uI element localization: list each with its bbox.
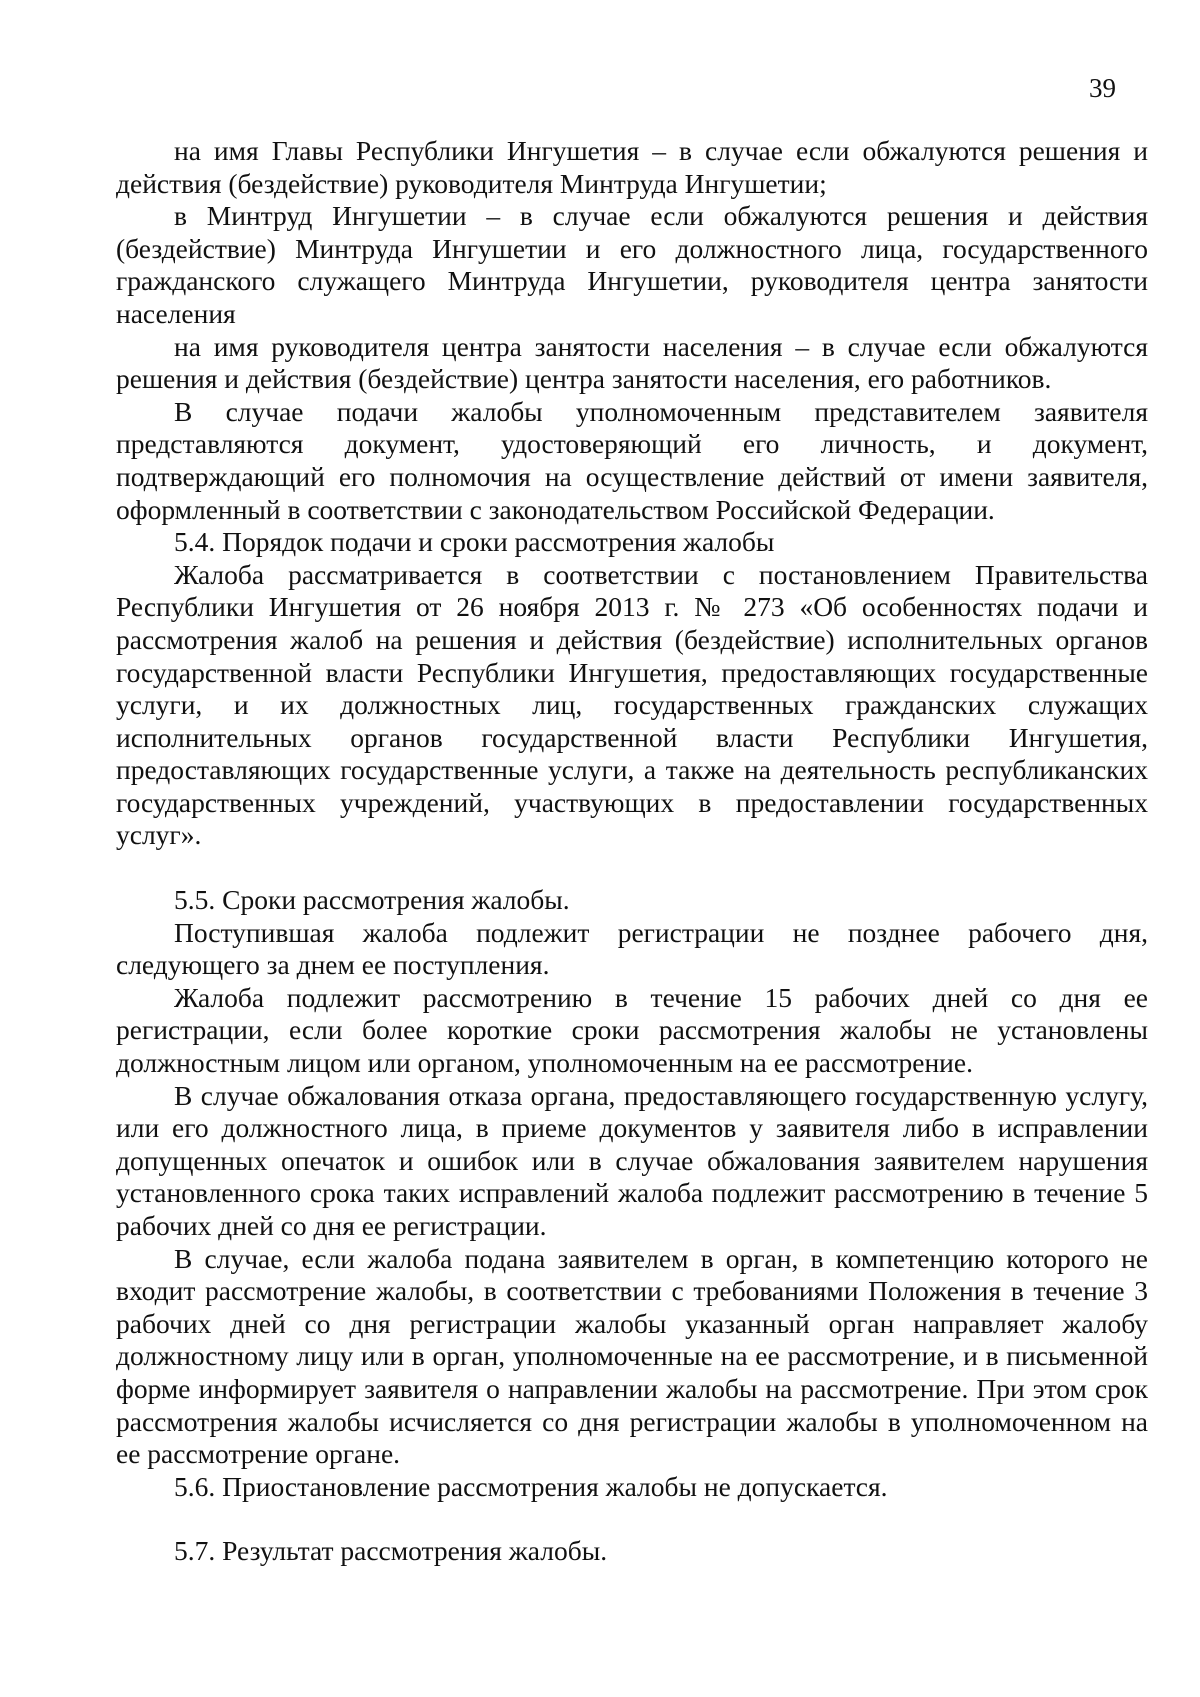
paragraph-gap [116, 852, 1148, 884]
paragraph-review-15-days: Жалоба подлежит рассмотрению в течение 15 рабочих дней со дня ее регистрации, если более короткие сроки рассмотрения жалобы не установлены должностным лицом или органом, уполномоченным на ее рассмотрение. [116, 981, 1148, 1079]
paragraph-review-5-days: В случае обжалования отказа органа, предоставляющего государственную услугу, или его должностного лица, в приеме документов у заявителя либо в исправлении допущенных опечаток и ошибок или в случае обжалования заявителем нарушения установленного срока таких исправлений жалоба подлежит рассмотрению в течение 5 рабочих дней со дня ее регистрации. [116, 1079, 1148, 1241]
section-heading-5-7: 5.7. Результат рассмотрения жалобы. [174, 1535, 608, 1567]
page-number: 39 [1089, 73, 1116, 103]
paragraph-representative: В случае подачи жалобы уполномоченным представителем заявителя представляются документ, удостоверяющий его личность, и документ, подтверждающий его полномочия на осуществление действий от имени заявителя, оформленный в соответствии с законодательством Российской Федерации. [116, 395, 1148, 525]
paragraph-regulation: Жалоба рассматривается в соответствии с постановлением Правительства Республики Ингушетия от 26 ноября 2013 г. № 273 «Об особенностях подачи и рассмотрения жалоб на решения и действия (бездействие) исполнительных органов государственной власти Республики Ингушетия, предоставляющих государственные услуги, и их должностных лиц, государственных гражданских служащих исполнительных органов государственной власти Республики Ингушетия, предоставляющих государственные услуги, а также на деятельность республиканских государственных учреждений, участвующих в предоставлении государственных услуг». [116, 558, 1148, 851]
paragraph-redirect: В случае, если жалоба подана заявителем в орган, в компетенцию которого не входит рассмотрение жалобы, в соответствии с требованиями Положения в течение 3 рабочих дней со дня регистрации жалобы указанный орган направляет жалобу должностному лицу или в орган, уполномоченные на ее рассмотрение, и в письменной форме информирует заявителя о направлении жалобы на рассмотрение. При этом срок рассмотрения жалобы исчисляется со дня регистрации жалобы в уполномоченном на ее рассмотрение органе. [116, 1242, 1148, 1470]
section-heading-5-5: 5.5. Сроки рассмотрения жалобы. [174, 884, 570, 916]
section-heading-5-4: 5.4. Порядок подачи и сроки рассмотрения жалобы [174, 526, 775, 558]
document-body [116, 135, 1148, 1568]
section-heading-5-6: 5.6. Приостановление рассмотрения жалобы не допускается. [174, 1470, 888, 1502]
paragraph-addressee-head: на имя Главы Республики Ингушетия – в случае если обжалуются решения и действия (бездействие) руководителя Минтруда Ингушетии; [116, 135, 1148, 199]
paragraph-addressee-mintrud: в Минтруд Ингушетии – в случае если обжалуются решения и действия (бездействие) Минтруда Ингушетии и его должностного лица, государственного гражданского служащего Минтруда Ингушетии, руководителя центра занятости населения [116, 200, 1148, 329]
paragraph-addressee-employment-center: на имя руководителя центра занятости населения – в случае если обжалуются решения и действия (бездействие) центра занятости населения, его работников. [116, 330, 1148, 395]
paragraph-registration: Поступившая жалоба подлежит регистрации не позднее рабочего дня, следующего за днем ее поступления. [116, 916, 1148, 981]
paragraph-gap [116, 1503, 1148, 1535]
